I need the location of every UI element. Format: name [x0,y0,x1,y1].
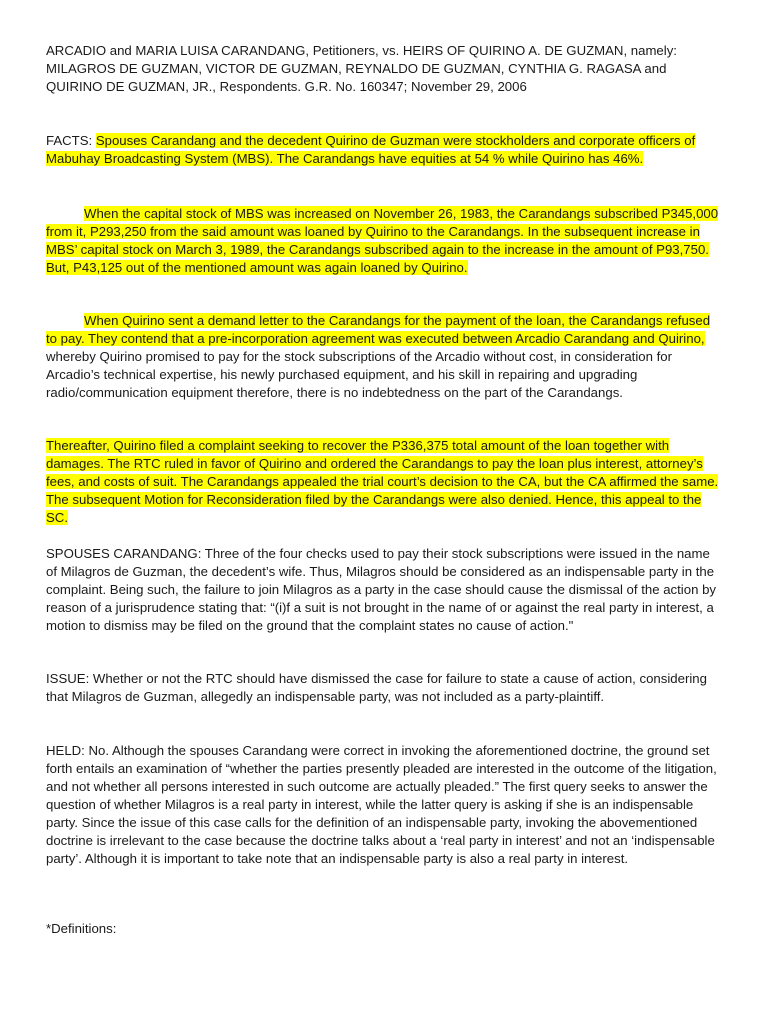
held-paragraph: HELD: No. Although the spouses Carandang were correct in invoking the aforementioned doctrine, the ground set forth entails an examination of “whether the parties presently pleaded are interested in the outcome of the litigation, and not whether all persons interested in such outcome are actually pleaded.” The first query seeks to answer the question of whether Milagros is a real party in interest, while the latter query is asking if she is an indispensable party. Since the issue of this case calls for the definition of an indispensable party, invoking the abovementioned doctrine is irrelevant to the case because the doctrine talks about a ‘real party in interest’ and not an ‘indispensable party’. Although it is important to take note that an indispensable party is also a real party in interest. [46,743,717,866]
complaint-paragraph [46,437,722,527]
capital-stock-paragraph [46,205,722,277]
facts-label: FACTS: [46,133,96,148]
definitions-heading: *Definitions: [46,921,117,936]
facts-highlight: Spouses Carandang and the decedent Quirino de Guzman were stockholders and corporate officers of Mabuhay Broadcasting System (MBS). The Carandangs have equities at 54 % while Quirino has 46%. [46,133,696,166]
facts-paragraph [46,132,722,168]
demand-letter-paragraph [46,312,722,402]
spouses-paragraph: SPOUSES CARANDANG: Three of the four checks used to pay their stock subscriptions were issued in the name of Milagros de Guzman, the decedent’s wife. Thus, Milagros should be considered as an indispensable party in the complaint. Being such, the failure to join Milagros as a party in the case should cause the dismissal of the action by reason of a jurisprudence stating that: “(i)f a suit is not brought in the name of or against the real party in interest, a motion to dismiss may be filed on the ground that the complaint states no cause of action." [46,546,716,633]
complaint-highlight: Thereafter, Quirino filed a complaint seeking to recover the P336,375 total amount of the loan together with damages. The RTC ruled in favor of Quirino and ordered the Carandangs to pay the loan plus interest, attorney’s fees, and costs of suit. The Carandangs appealed the trial court’s decision to the CA, but the CA affirmed the same. The subsequent Motion for Reconsideration filed by the Carandangs were also denied. Hence, this appeal to the SC. [46,438,719,525]
demand-letter-highlight: When Quirino sent a demand letter to the Carandangs for the payment of the loan, the Carandangs refused to pay. They contend that a pre-incorporation agreement was executed between Arcadio Carandang and Quirino, [46,313,711,346]
case-caption: ARCADIO and MARIA LUISA CARANDANG, Petitioners, vs. HEIRS OF QUIRINO A. DE GUZMAN, namely: MILAGROS DE GUZMAN, VICTOR DE GUZMAN, REYNALDO DE GUZMAN, CYNTHIA G. RAGASA and QUIRINO DE GUZMAN, JR., Respondents. G.R. No. 160347; November 29, 2006 [46,43,677,94]
issue-paragraph: ISSUE: Whether or not the RTC should have dismissed the case for failure to state a cause of action, considering that Milagros de Guzman, allegedly an indispensable party, was not included as a party-plaintiff. [46,671,707,704]
capital-stock-highlight: When the capital stock of MBS was increased on November 26, 1983, the Carandangs subscribed P345,000 from it, P293,250 from the said amount was loaned by Quirino to the Carandangs. In the subsequent increase in MBS’ capital stock on March 3, 1989, the Carandangs subscribed again to the increase in the amount of P93,750. But, P43,125 out of the mentioned amount was again loaned by Quirino. [46,206,719,275]
demand-letter-rest: whereby Quirino promised to pay for the stock subscriptions of the Arcadio without cost, in consideration for Arcadio’s technical expertise, his newly purchased equipment, and his skill in repairing and upgrading radio/communication equipment therefore, there is no indebtedness on the part of the Carandangs. [46,349,672,400]
